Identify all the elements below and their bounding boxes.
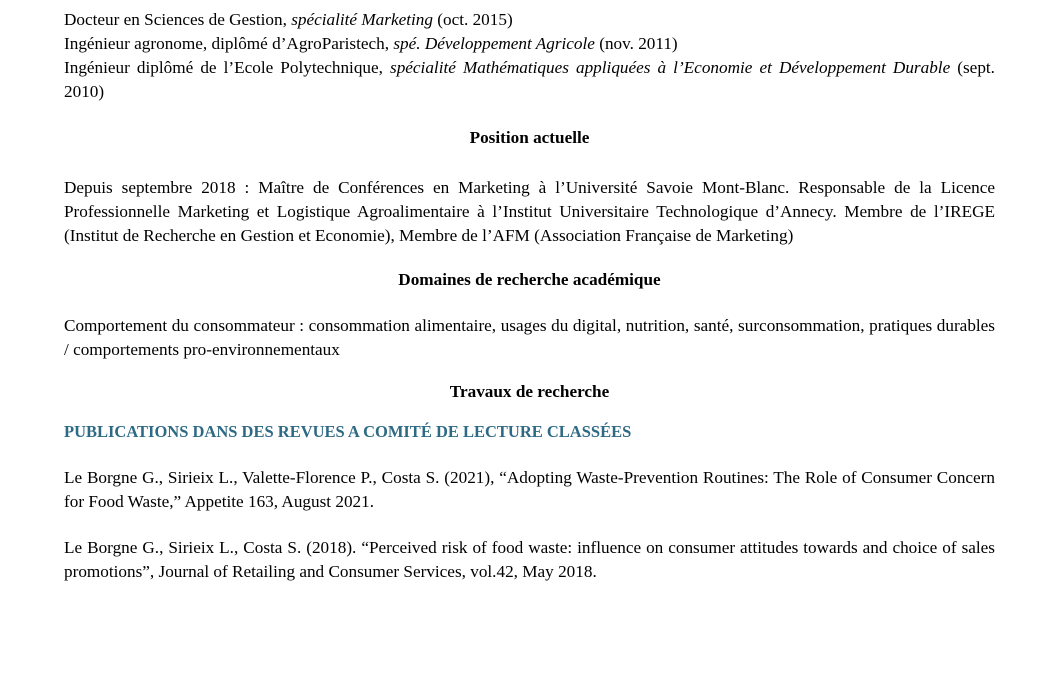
degree-agronomy-date: (nov. 2011) (594, 34, 678, 53)
publication-item: Le Borgne G., Sirieix L., Costa S. (2018). “Perceived risk of food waste: influence on consumer attitudes towards and choice of sales promotions”, Journal of Retailing and Consumer Services, vol.42, May 2018. (64, 538, 995, 581)
degree-doctorate-specialty: spécialité Marketing (291, 10, 433, 29)
publications-subheading: PUBLICATIONS DANS DES REVUES A COMITÉ DE LECTURE CLASSÉES (64, 422, 632, 441)
degree-polytechnique-date: (sept. 2010) (64, 58, 995, 101)
degree-agronomy-title: Ingénieur agronome, diplômé d’AgroParistech, (64, 34, 394, 53)
position-heading: Position actuelle (469, 128, 590, 147)
cv-page (64, 8, 995, 584)
research-work-heading: Travaux de recherche (449, 382, 610, 401)
position-text: Depuis septembre 2018 : Maître de Conférences en Marketing à l’Université Savoie Mont-Blanc. Responsable de la Licence Professionnelle Marketing et Logistique Agroalimentaire à l’Institut Universitaire Technologique d’Annecy. Membre de l’IREGE (Institut de Recherche en Gestion et Economie), Membre de l’AFM (Association Française de Marketing) (64, 178, 995, 245)
degree-doctorate-date: (oct. 2015) (432, 10, 513, 29)
degree-doctorate (64, 8, 995, 32)
degree-polytechnique-specialty: spécialité Mathématiques appliquées à l’Economie et Développement Durable (390, 58, 951, 77)
degree-agronomy-specialty: spé. Développement Agricole (393, 34, 595, 53)
degrees-list (64, 8, 995, 104)
research-domains-heading: Domaines de recherche académique (398, 270, 661, 289)
degree-polytechnique-title: Ingénieur diplômé de l’Ecole Polytechnique, (64, 58, 391, 77)
degree-polytechnique (64, 56, 995, 104)
publication-item: Le Borgne G., Sirieix L., Valette-Florence P., Costa S. (2021), “Adopting Waste-Prevention Routines: The Role of Consumer Concern for Food Waste,” Appetite 163, August 2021. (64, 468, 995, 511)
research-domains-text: Comportement du consommateur : consommation alimentaire, usages du digital, nutrition, santé, surconsommation, pratiques durables / comportements pro-environnementaux (64, 316, 995, 359)
degree-agronomy (64, 32, 995, 56)
degree-doctorate-title: Docteur en Sciences de Gestion, (64, 10, 292, 29)
